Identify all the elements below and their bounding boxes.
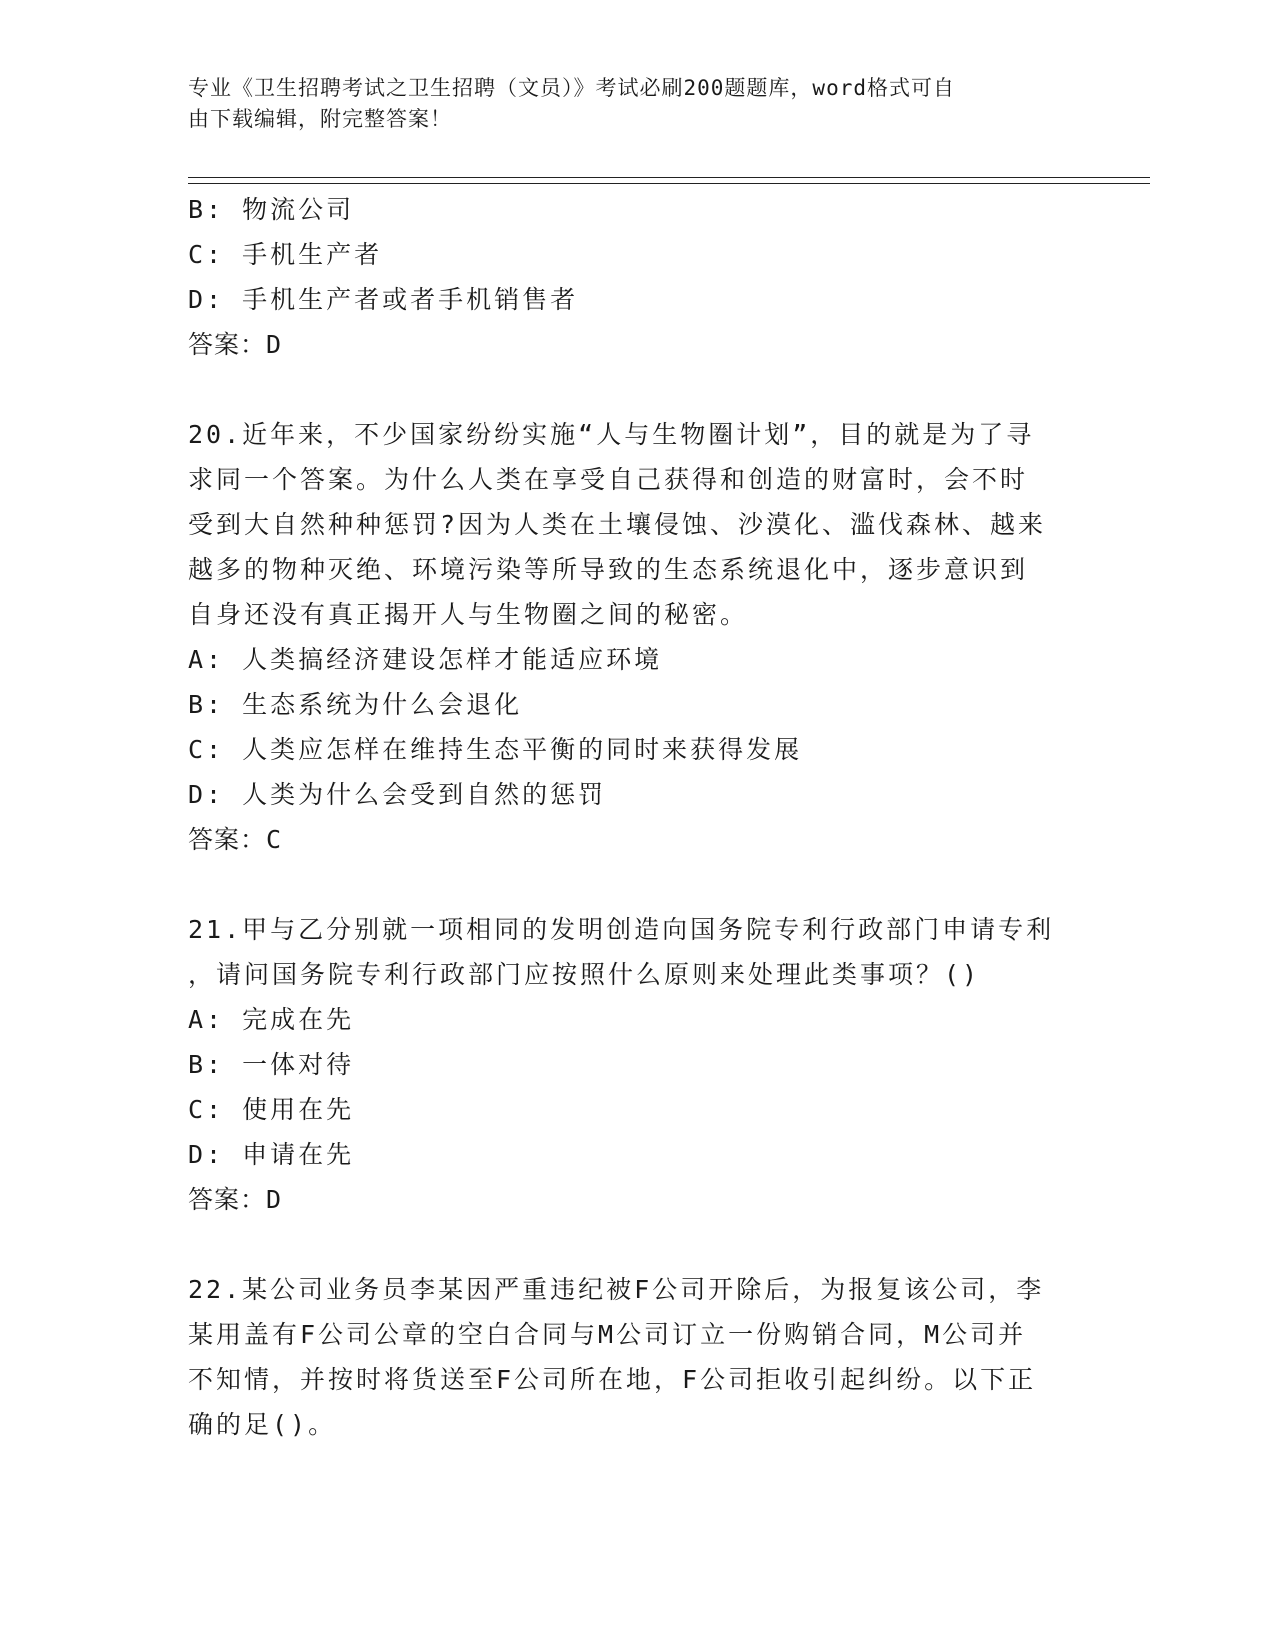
question-21-text: 21.甲与乙分别就一项相同的发明创造向国务院专利行政部门申请专利	[188, 915, 1055, 944]
option-a: A: 完成在先	[188, 1005, 355, 1034]
option-c: C: 人类应怎样在维持生态平衡的同时来获得发展	[188, 735, 803, 764]
question-20-text: 受到大自然种种惩罚?因为人类在土壤侵蚀、沙漠化、滥伐森林、越来	[188, 510, 1047, 539]
question-20-text: 越多的物种灭绝、环境污染等所导致的生态系统退化中，逐步意识到	[188, 555, 1029, 584]
option-b: B: 物流公司	[188, 195, 355, 224]
question-22-text: 某用盖有F公司公章的空白合同与M公司订立一份购销合同，M公司并	[188, 1320, 1027, 1349]
question-20-text: 自身还没有真正揭开人与生物圈之间的秘密。	[188, 600, 749, 629]
question-21-text: ，请问国务院专利行政部门应按照什么原则来处理此类事项？()	[188, 960, 981, 989]
question-20-text: 求同一个答案。为什么人类在享受自己获得和创造的财富时，会不时	[188, 465, 1029, 494]
option-a: A: 人类搞经济建设怎样才能适应环境	[188, 645, 663, 674]
header-line-1: 专业《卫生招聘考试之卫生招聘（文员）》考试必刷200题题库，word格式可自	[188, 76, 955, 100]
option-b: B: 生态系统为什么会退化	[188, 690, 523, 719]
answer-line: 答案：D	[188, 1185, 283, 1214]
question-20-text: 20.近年来，不少国家纷纷实施“人与生物圈计划”，目的就是为了寻	[188, 420, 1035, 449]
header-divider-bottom	[188, 183, 1150, 184]
answer-line: 答案：C	[188, 825, 283, 854]
answer-line: 答案：D	[188, 330, 283, 359]
option-d: D: 申请在先	[188, 1140, 355, 1169]
question-22-text: 不知情，并按时将货送至F公司所在地，F公司拒收引起纠纷。以下正	[188, 1365, 1037, 1394]
option-c: C: 使用在先	[188, 1095, 355, 1124]
question-22-text: 确的足()。	[188, 1410, 337, 1439]
header-divider-top	[188, 177, 1150, 178]
option-d: D: 手机生产者或者手机销售者	[188, 285, 579, 314]
document-header	[188, 73, 1088, 135]
option-d: D: 人类为什么会受到自然的惩罚	[188, 780, 607, 809]
option-c: C: 手机生产者	[188, 240, 383, 269]
header-line-2: 由下载编辑，附完整答案！	[188, 107, 452, 131]
option-b: B: 一体对待	[188, 1050, 355, 1079]
question-22-text: 22.某公司业务员李某因严重违纪被F公司开除后，为报复该公司，李	[188, 1275, 1045, 1304]
